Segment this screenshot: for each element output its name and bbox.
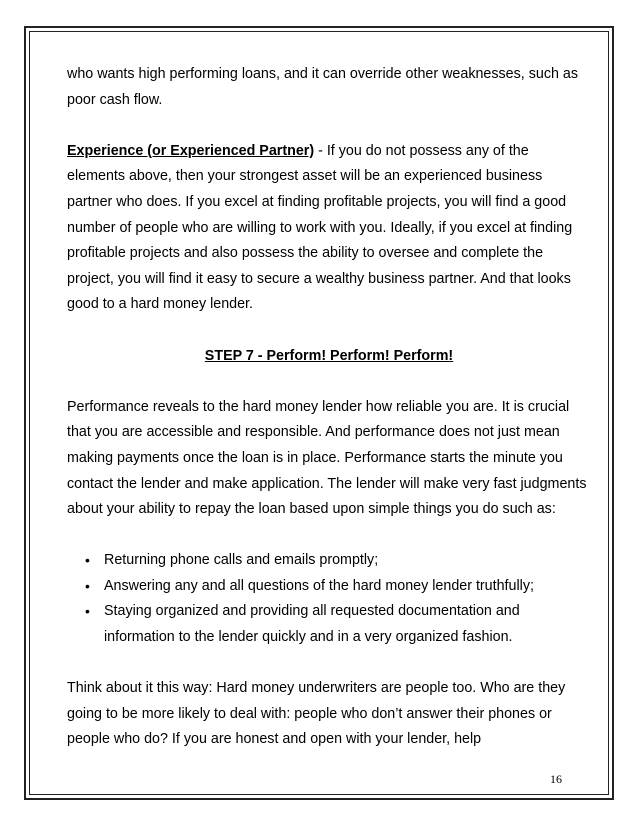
bullet-item: • Staying organized and providing all requested documentation and information to the lender quickly and in a very organized fashion.: [67, 599, 587, 650]
paragraph-final: Think about it this way: Hard money underwriters are people too. Who are they going to be more likely to deal with: people who don’t answer their phones or people who do? If you are honest and open with your lender, help: [67, 680, 566, 748]
paragraph-gap: [67, 369, 587, 395]
paragraph-gap: [67, 318, 587, 344]
step-heading: STEP 7 - Perform! Perform! Perform!: [204, 347, 454, 364]
paragraph-continuation: who wants high performing loans, and it can override other weaknesses, such as poor cash flow.: [67, 66, 578, 108]
paragraph-experience: [67, 139, 587, 318]
bullet-item: • Answering any and all questions of the hard money lender truthfully;: [67, 574, 587, 600]
paragraph-gap: [67, 113, 587, 139]
bullet-list: [67, 548, 587, 650]
experience-text: - If you do not possess any of the elements above, then your strongest asset will be an experienced business partner who does. If you excel at finding profitable projects, you will find a good number of people who are willing to work with you. Ideally, if you excel at finding profitable projects and also possess the ability to oversee and complete the project, you will find it easy to secure a wealthy business partner. And that looks good to a hard money lender.: [67, 142, 573, 313]
paragraph-performance: Performance reveals to the hard money lender how reliable you are. It is crucial that you are accessible and responsible. And performance does not just mean making payments once the loan is in place. Performance starts the minute you contact the lender and make application. The lender will make very fast judgments about your ability to repay the loan based upon simple things you do such as:: [67, 398, 587, 518]
paragraph-gap: [67, 523, 587, 549]
document-body: [67, 62, 587, 753]
bullet-item: • Returning phone calls and emails promptly;: [67, 548, 587, 574]
experience-term: Experience (or Experienced Partner): [67, 142, 315, 159]
paragraph-gap: [67, 651, 587, 677]
page-number: 16: [550, 772, 562, 786]
